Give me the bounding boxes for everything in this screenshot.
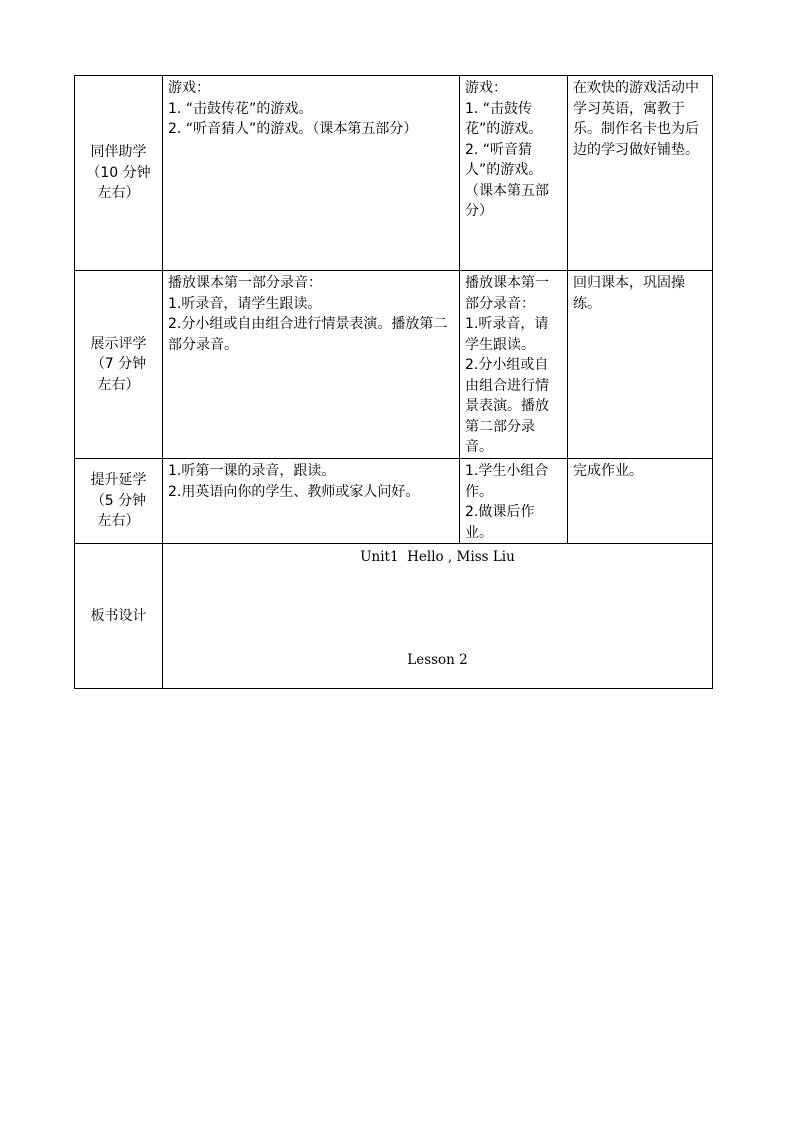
intent-line: 完成作业。 xyxy=(573,463,643,479)
board-design-cell xyxy=(163,544,713,689)
stage-line: （10 分钟 xyxy=(86,164,151,181)
teacher-line: 2.分小组或自由组合进行情景表演。播放第二部分录音。 xyxy=(168,316,448,353)
student-activity-cell xyxy=(460,459,568,544)
student-line: 2. “听音猜人”的游戏。（课本第五部分） xyxy=(465,141,549,219)
stage-line: 提升延学 xyxy=(90,472,147,489)
stage-line: （7 分钟 xyxy=(90,356,147,373)
board-label: 板书设计 xyxy=(90,607,147,624)
intent-line: 在欢快的游戏活动中学习英语，寓教于乐。制作名卡也为后边的学习做好铺垫。 xyxy=(573,80,699,158)
stage-line: 左右） xyxy=(97,376,140,393)
student-line: 1.学生小组合作。 xyxy=(465,463,549,500)
table-row xyxy=(75,544,713,689)
teacher-line: 1. “击鼓传花”的游戏。 xyxy=(168,100,313,117)
stage-line: 左右） xyxy=(97,513,140,530)
lesson-plan-table xyxy=(74,75,713,689)
stage-cell xyxy=(75,271,163,459)
stage-cell xyxy=(75,459,163,544)
table-row xyxy=(75,271,713,459)
teacher-line: 游戏： xyxy=(168,80,210,96)
teacher-line: 2.用英语向你的学生、教师或家人问好。 xyxy=(168,483,420,500)
student-line: 游戏： xyxy=(465,80,507,96)
table-row xyxy=(75,459,713,544)
teacher-line: 2. “听音猜人”的游戏。（课本第五部分） xyxy=(168,121,418,137)
board-title: Unit1 Hello , Miss Liu xyxy=(360,549,515,565)
teacher-line: 播放课本第一部分录音： xyxy=(168,275,322,291)
student-activity-cell xyxy=(460,76,568,271)
design-intent-cell xyxy=(568,76,713,271)
student-line: 2.做课后作业。 xyxy=(465,504,535,541)
intent-line: 回归课本，巩固操练。 xyxy=(573,275,685,312)
student-activity-cell xyxy=(460,271,568,459)
stage-line: （5 分钟 xyxy=(90,492,147,509)
stage-line: 展示评学 xyxy=(90,335,147,352)
teacher-activity-cell xyxy=(163,459,460,544)
design-intent-cell xyxy=(568,271,713,459)
teacher-activity-cell xyxy=(163,271,460,459)
design-intent-cell xyxy=(568,459,713,544)
table-row xyxy=(75,76,713,271)
stage-line: 同伴助学 xyxy=(90,144,147,161)
teacher-activity-cell xyxy=(163,76,460,271)
board-label-cell xyxy=(75,544,163,689)
board-subtitle: Lesson 2 xyxy=(407,652,468,668)
student-line: 1. “击鼓传花”的游戏。 xyxy=(465,100,543,137)
stage-line: 左右） xyxy=(97,185,140,202)
student-line: 播放课本第一部分录音： xyxy=(465,275,549,312)
stage-cell xyxy=(75,76,163,271)
student-line: 1.听录音，请学生跟读。 xyxy=(465,316,549,353)
teacher-line: 1.听录音，请学生跟读。 xyxy=(168,295,322,312)
teacher-line: 1.听第一课的录音，跟读。 xyxy=(168,463,336,479)
student-line: 2.分小组或自由组合进行情景表演。播放第二部分录音。 xyxy=(465,357,549,455)
